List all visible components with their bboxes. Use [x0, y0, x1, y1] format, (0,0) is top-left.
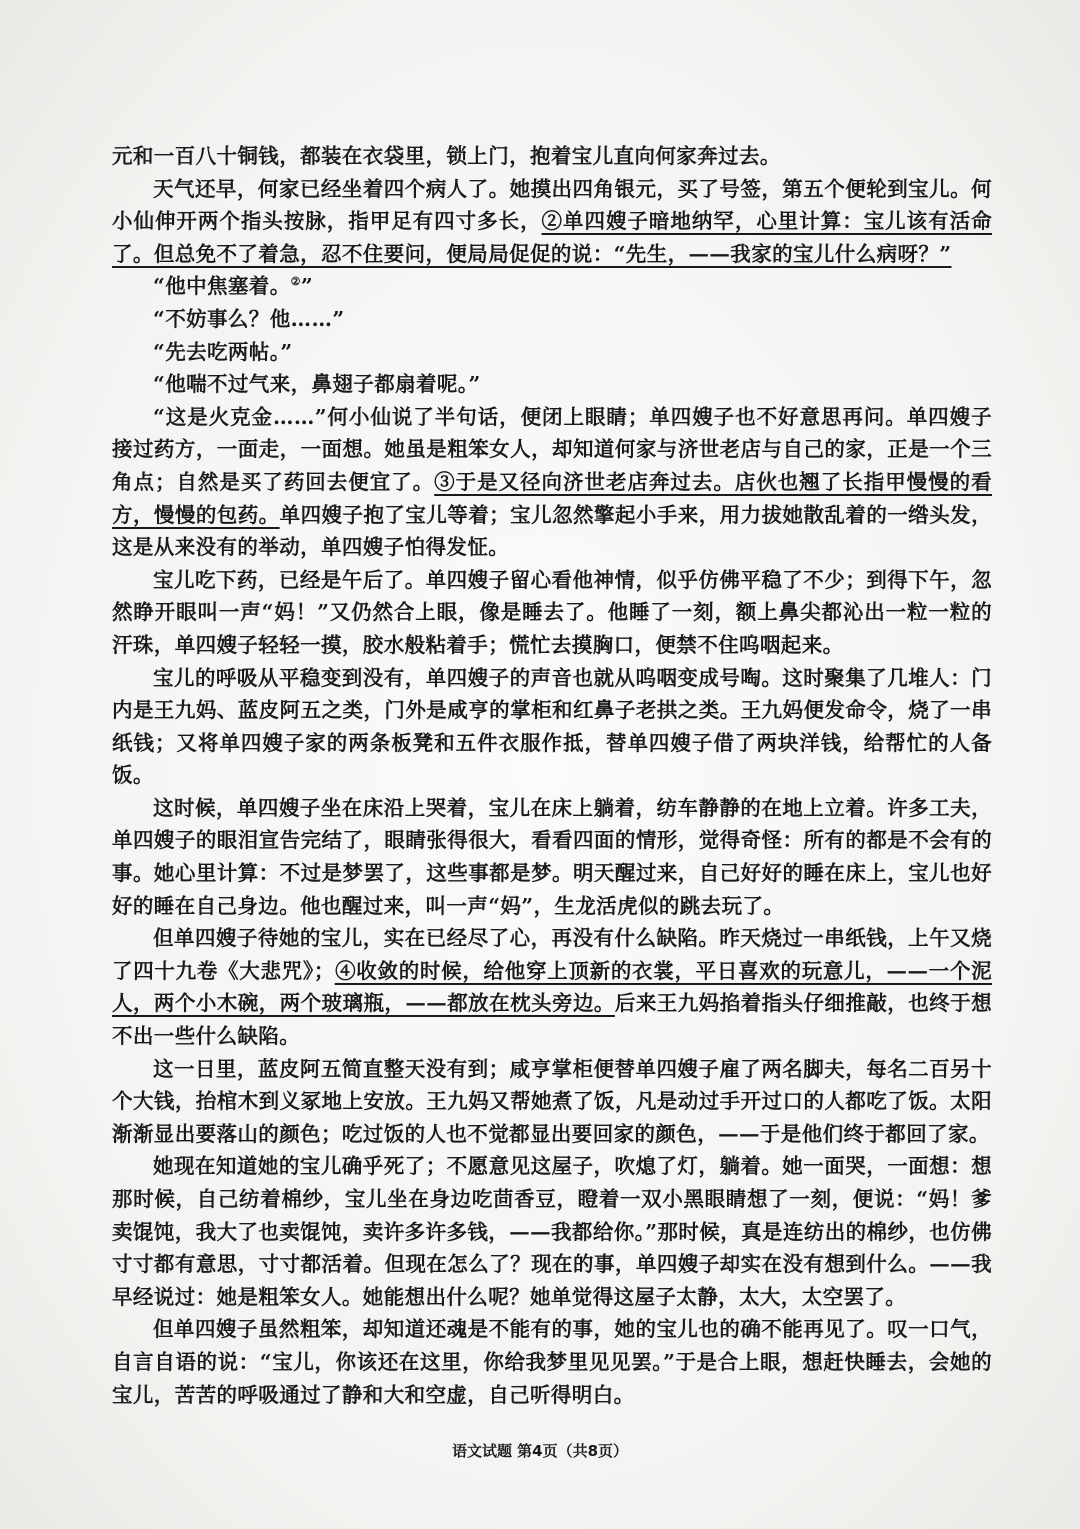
underlined-sentence-3: ③于是又径向济世老店奔过去。店伙也翘了长指甲慢慢的看方，慢慢的包药。: [112, 469, 993, 527]
paragraph-9: 她现在知道她的宝儿确乎死了；不愿意见这屋子，吹熄了灯，躺着。她一面哭，一面想：想那时候，自己纺着棉纱，宝儿坐在身边吃茴香豆，瞪着一双小黑眼睛想了一刻，便说：“妈！爹卖馄饨，我大了也卖馄饨，卖许多许多钱，——我都给你。”那时候，真是连纺出的棉纱，也仿佛寸寸都有意思，寸寸都活着。但现在怎么了？现在的事，单四嫂子却实在没有想到什么。——我早经说过：她是粗笨女人。她能想出什么呢？她单觉得这屋子太静，太大，太空罢了。: [112, 1154, 992, 1309]
paragraph-1: 元和一百八十铜钱，都装在衣袋里，锁上门，抱着宝儿直向何家奔过去。: [112, 144, 781, 168]
dialogue-line-3: “先去吃两帖。”: [153, 339, 293, 364]
paragraph-2: [112, 173, 992, 271]
page-footer: 语文试题 第4页（共8页）: [451, 1442, 629, 1460]
paragraph-4: 宝儿吃下药，已经是午后了。单四嫂子留心看他神情，似乎仿佛平稳了不少；到得下午，忽然睁开眼叫一声“妈！”又仍然合上眼，像是睡去了。他睡了一刻，额上鼻尖都沁出一粒一粒的汗珠，单四嫂子轻轻一摸，胶水般粘着手；慌忙去摸胸口，便禁不住呜咽起来。: [112, 567, 992, 657]
paragraph-7-text-a: 但单四嫂子待她的宝儿，实在已经尽了心，再没有什么缺陷。昨天烧过一串纸钱，上午又烧了四十九卷《大悲咒》；: [112, 926, 992, 983]
paragraph-2-text: 天气还早，何家已经坐着四个病人了。她摸出四角银元，买了号签，第五个便轮到宝儿。何小仙伸开两个指头按脉，指甲足有四寸多长，: [112, 176, 992, 234]
paragraph-7-text-b: 后来王九妈掐着指头仔细推敲，也终于想不出一些什么缺陷。: [112, 991, 992, 1049]
dialogue-line-1-text: “他中焦塞着。: [153, 274, 291, 299]
paragraph-10: 但单四嫂子虽然粗笨，却知道还魂是不能有的事，她的宝儿也的确不能再见了。叹一口气，自言自语的说：“宝儿，你该还在这里，你给我梦里见见罢。”于是合上眼，想赶快睡去，会她的宝儿，苦苦的呼吸通过了静和大和空虚，自己听得明白。: [112, 1317, 992, 1407]
dialogue-line-1-end: ”: [300, 274, 314, 299]
paragraph-6: 这时候，单四嫂子坐在床沿上哭着，宝儿在床上躺着，纺车静静的在地上立着。许多工夫，单四嫂子的眼泪宣告完结了，眼睛张得很大，看看四面的情形，觉得奇怪：所有的都是不会有的事。她心里计算：不过是梦罢了，这些事都是梦。明天醒过来，自己好好的睡在床上，宝儿也好好的睡在自己身边。他也醒过来，叫一声“妈”，生龙活虎似的跳去玩了。: [112, 795, 992, 918]
paragraph-5: 宝儿的呼吸从平稳变到没有，单四嫂子的声音也就从呜咽变成号啕。这时聚集了几堆人：门内是王九妈、蓝皮阿五之类，门外是咸亨的掌柜和红鼻子老拱之类。王九妈便发命令，烧了一串纸钱；又将单四嫂子家的两条板凳和五件衣服作抵，替单四嫂子借了两块洋钱，给帮忙的人备饭。: [112, 665, 992, 788]
paragraph-3-text-a: “这是火克金……”何小仙说了半句话，便闭上眼睛；单四嫂子也不好意思再问。单四嫂子接过药方，一面走，一面想。她虽是粗笨女人，却知道何家与济世老店与自己的家，正是一个三角点；自然是买了药回去便宜了。: [112, 404, 992, 494]
paragraph-7: [112, 922, 992, 1052]
paragraph-3-text-b: 单四嫂子抱了宝儿等着；宝儿忽然擎起小手来，用力拔她散乱着的一绺头发，这是从来没有的举动，单四嫂子怕得发怔。: [112, 502, 992, 560]
underlined-sentence-4: ④收敛的时候，给他穿上顶新的衣裳，平日喜欢的玩意儿，——一个泥人，两个小木碗，两个玻璃瓶，——都放在枕头旁边。: [112, 958, 992, 1016]
passage-body: [112, 140, 992, 1411]
underlined-sentence-2: ②单四嫂子暗地纳罕，心里计算：宝儿该有活命了。但总免不了着急，忍不住要问，便局局促促的说：“先生，——我家的宝儿什么病呀？”: [112, 209, 992, 266]
dialogue-line-4: “他喘不过气来，鼻翅子都扇着呢。”: [153, 372, 481, 397]
dialogue-line-1: [112, 270, 992, 303]
footnote-marker: ②: [290, 275, 301, 289]
paragraph-3: [112, 401, 992, 564]
paragraph-8: 这一日里，蓝皮阿五简直整天没有到；咸亨掌柜便替单四嫂子雇了两名脚夫，每名二百另十个大钱，抬棺木到义冢地上安放。王九妈又帮她煮了饭，凡是动过手开过口的人都吃了饭。太阳渐渐显出要落山的颜色；吃过饭的人也不觉都显出要回家的颜色，——于是他们终于都回了家。: [112, 1056, 992, 1146]
dialogue-line-2: “不妨事么？他……”: [153, 306, 345, 331]
